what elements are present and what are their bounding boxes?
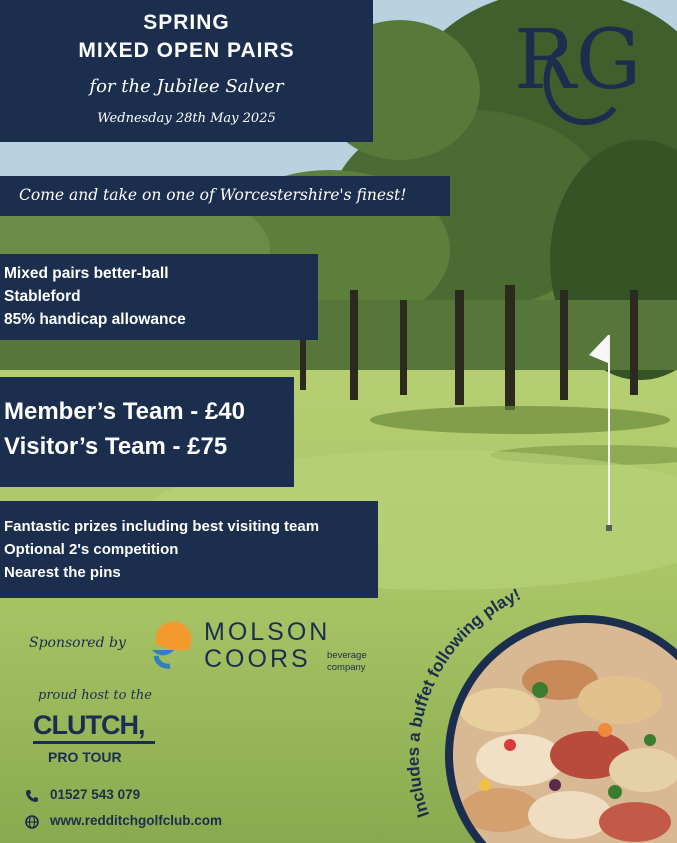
website-link[interactable]: www.redditchgolfclub.com xyxy=(50,813,223,828)
format-item: Mixed pairs better-ball xyxy=(4,265,169,282)
event-subtitle: for the Jubilee Salver xyxy=(89,76,284,97)
sponsor-label: Sponsored by xyxy=(29,635,126,651)
price-item-member: Member’s Team - £40 xyxy=(4,398,245,425)
format-item: Stableford xyxy=(4,288,81,305)
title-line-1: SPRING xyxy=(143,11,230,34)
tagline-text: Come and take on one of Worcestershire's finest! xyxy=(19,186,407,204)
format-panel xyxy=(0,254,318,340)
format-item: 85% handicap allowance xyxy=(4,311,186,328)
phone-number[interactable]: 01527 543 079 xyxy=(50,787,141,802)
prizes-panel xyxy=(0,501,378,598)
clutch-underline xyxy=(33,741,155,744)
tagline-banner xyxy=(0,176,450,216)
title-panel xyxy=(0,0,373,142)
pro-tour-text: PRO TOUR xyxy=(48,749,122,765)
prizes-list xyxy=(4,515,319,584)
price-item-visitor: Visitor’s Team - £75 xyxy=(4,433,228,460)
host-label: proud host to the xyxy=(38,688,152,703)
sponsor-tag-line-2: company xyxy=(327,662,366,673)
buffet-text: Includes a buffet following play! xyxy=(403,584,524,820)
clutch-logo-text: CLUTCH, xyxy=(33,710,145,740)
prize-item: Nearest the pins xyxy=(4,564,121,581)
logo-letters: RG xyxy=(514,13,642,108)
phone-icon xyxy=(25,789,39,803)
sponsor-tag-line-1: beverage xyxy=(327,650,367,661)
prices-list xyxy=(4,394,245,464)
club-monogram-logo xyxy=(510,8,660,136)
prices-panel xyxy=(0,377,294,487)
title-line-2: MIXED OPEN PAIRS xyxy=(78,39,295,62)
sponsor-name-line-1: MOLSON xyxy=(204,618,331,646)
golf-flag-icon xyxy=(585,325,625,535)
prize-item: Fantastic prizes including best visiting team xyxy=(4,518,320,535)
prize-item: Optional 2's competition xyxy=(4,541,179,558)
molson-coors-logo-icon xyxy=(148,620,192,672)
event-date: Wednesday 28th May 2025 xyxy=(97,111,276,126)
sponsor-name-line-2: COORS xyxy=(204,645,311,673)
buffet-food-image xyxy=(450,620,677,843)
format-list xyxy=(4,262,186,331)
globe-icon xyxy=(25,815,39,829)
buffet-badge xyxy=(390,560,677,843)
